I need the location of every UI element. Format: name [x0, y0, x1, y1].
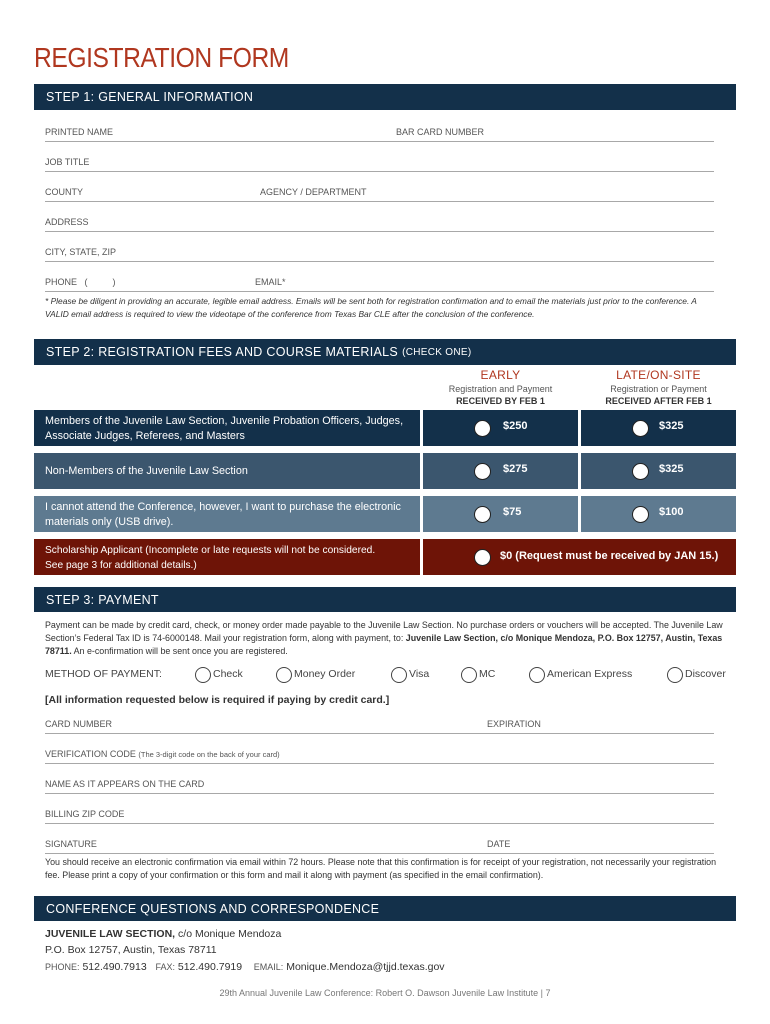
fee-late-materials[interactable] — [581, 496, 736, 532]
radio-visa[interactable] — [391, 667, 407, 683]
signature-field[interactable] — [45, 838, 714, 854]
email-label-text: EMAIL: — [253, 962, 284, 972]
billing-zip-label: BILLING ZIP CODE — [45, 809, 125, 819]
fee-row-nonmembers: Non-Members of the Juvenile Law Section — [34, 453, 420, 489]
contact-email[interactable]: Monique.Mendoza@tjjd.texas.gov — [286, 961, 445, 973]
payment-para-2: An e-confirmation will be sent once you are registered. — [73, 646, 288, 656]
confirmation-note: You should receive an electronic confirmation via email within 72 hours. Please note that this confirmation is for receipt of your registration, not necessarily your registration fee. Please print a copy of your confirmation or this form and mail it along with payment (as specified in the email confirmation). — [45, 857, 717, 880]
fee-row-members: Members of the Juvenile Law Section, Juvenile Probation Officers, Judges, Associate Judges, Referees, and Masters — [34, 410, 420, 446]
name-on-card-field[interactable] — [45, 778, 714, 794]
radio-early-members[interactable] — [474, 420, 491, 437]
fee-early-nonmembers-amount: $275 — [503, 463, 528, 475]
step2-header — [34, 339, 736, 365]
fee-early-members-amount: $250 — [503, 420, 528, 432]
fee-late-members-amount: $325 — [659, 420, 684, 432]
method-mc-label[interactable]: MC — [479, 668, 496, 680]
address-label: ADDRESS — [45, 217, 89, 227]
step1-header-text: STEP 1: GENERAL INFORMATION — [46, 90, 254, 104]
fee-early-nonmembers[interactable] — [423, 453, 578, 489]
method-visa-label[interactable]: Visa — [409, 668, 430, 680]
phone-label-text: PHONE: — [45, 962, 80, 972]
verification-code-field[interactable] — [45, 748, 714, 764]
verification-label-hint: (The 3-digit code on the back of your card) — [138, 750, 280, 759]
job-title-field[interactable] — [45, 156, 714, 172]
late-sub: Registration or Payment — [610, 384, 707, 394]
fax-label-text: FAX: — [155, 962, 175, 972]
phone-label: PHONE ( ) — [45, 277, 116, 287]
radio-late-members[interactable] — [632, 420, 649, 437]
fee-scholarship-amount: $0 (Request must be received by JAN 15.) — [500, 550, 719, 562]
verification-label-text: VERIFICATION CODE — [45, 749, 136, 759]
radio-mc[interactable] — [461, 667, 477, 683]
radio-money-order[interactable] — [276, 667, 292, 683]
fee-early-materials[interactable] — [423, 496, 578, 532]
radio-early-materials[interactable] — [474, 506, 491, 523]
agency-label: AGENCY / DEPARTMENT — [260, 187, 367, 197]
fee-row-scholarship — [34, 539, 420, 575]
printed-name-field[interactable] — [45, 126, 714, 142]
payment-mail-address: Juvenile Law Section, c/o Monique Mendoza, P.O. Box 12757, Austin, Texas 78711. — [45, 633, 723, 656]
method-discover-label[interactable]: Discover — [685, 668, 726, 680]
page-footer: 29th Annual Juvenile Law Conference: Robert O. Dawson Juvenile Law Institute | 7 — [219, 988, 551, 998]
contact-phone[interactable]: 512.490.7913 — [82, 961, 147, 973]
radio-scholarship[interactable] — [474, 549, 491, 566]
step2-header-small: (CHECK ONE) — [402, 346, 472, 358]
contact-phone-line — [45, 961, 445, 973]
fee-early-materials-amount: $75 — [503, 506, 522, 518]
radio-early-nonmembers[interactable] — [474, 463, 491, 480]
credit-card-required-note: [All information requested below is required if paying by credit card.] — [45, 694, 390, 706]
radio-american-express[interactable] — [529, 667, 545, 683]
radio-check[interactable] — [195, 667, 211, 683]
radio-late-materials[interactable] — [632, 506, 649, 523]
step2-header-text: STEP 2: REGISTRATION FEES AND COURSE MATERIALS — [46, 345, 399, 359]
address-field[interactable] — [45, 216, 714, 232]
method-amex-label[interactable]: American Express — [547, 668, 633, 680]
payment-instructions — [45, 619, 725, 658]
method-label: METHOD OF PAYMENT: — [45, 668, 162, 680]
contact-header-text: CONFERENCE QUESTIONS AND CORRESPONDENCE — [46, 901, 380, 916]
contact-org-name: JUVENILE LAW SECTION, — [45, 928, 176, 940]
job-title-label: JOB TITLE — [45, 157, 90, 167]
step3-header-text: STEP 3: PAYMENT — [46, 592, 159, 607]
method-money-order-label[interactable]: Money Order — [294, 668, 356, 680]
card-number-label: CARD NUMBER — [45, 719, 113, 729]
name-on-card-label: NAME AS IT APPEARS ON THE CARD — [45, 779, 205, 789]
step3-header — [34, 587, 736, 612]
printed-name-label: PRINTED NAME — [45, 127, 114, 137]
contact-org — [45, 928, 281, 940]
late-deadline: RECEIVED AFTER FEB 1 — [605, 396, 712, 406]
fee-late-nonmembers[interactable] — [581, 453, 736, 489]
date-label: DATE — [487, 839, 511, 849]
early-column-header — [423, 368, 578, 406]
fee-late-nonmembers-amount: $325 — [659, 463, 684, 475]
contact-header — [34, 896, 736, 921]
email-note: * Please be diligent in providing an accurate, legible email address. Emails will be sent both for registration confirmation and to email the materials just prior to the conference. A VALID email address is required to view the videotape of the conference from Texas Bar CLE after the conclusion of the conference. — [45, 296, 697, 319]
contact-address: P.O. Box 12757, Austin, Texas 78711 — [45, 944, 217, 956]
radio-discover[interactable] — [667, 667, 683, 683]
city-state-zip-field[interactable] — [45, 246, 714, 262]
email-label: EMAIL* — [255, 277, 286, 287]
method-check-label[interactable]: Check — [213, 668, 243, 680]
early-title: EARLY — [480, 368, 521, 382]
card-number-field[interactable] — [45, 718, 714, 734]
bar-card-label: BAR CARD NUMBER — [396, 127, 485, 137]
expiration-label: EXPIRATION — [487, 719, 541, 729]
signature-label: SIGNATURE — [45, 839, 97, 849]
contact-fax: 512.490.7919 — [177, 961, 243, 973]
late-column-header — [581, 368, 736, 406]
county-field[interactable] — [45, 186, 714, 202]
early-deadline: RECEIVED BY FEB 1 — [456, 396, 545, 406]
billing-zip-field[interactable] — [45, 808, 714, 824]
fee-late-members[interactable] — [581, 410, 736, 446]
early-sub: Registration and Payment — [448, 384, 553, 394]
verification-label — [45, 749, 280, 759]
fee-late-materials-amount: $100 — [659, 506, 684, 518]
page-title: REGISTRATION FORM — [34, 42, 289, 73]
fee-scholarship[interactable] — [423, 539, 736, 575]
step1-header — [34, 84, 736, 110]
contact-org-rest: c/o Monique Mendoza — [175, 928, 282, 940]
late-title: LATE/ON-SITE — [616, 368, 701, 382]
payment-para-1: Payment can be made by credit card, check, or money order made payable to the Juvenile Law Section. No purchase orders or vouchers will be accepted. The Juvenile Law Section’s Federal Tax ID is 74-6000148. Mail your registration form, along with payment, to: — [45, 620, 723, 643]
scholarship-line-2: See page 3 for additional details.) — [45, 560, 197, 571]
radio-late-nonmembers[interactable] — [632, 463, 649, 480]
county-label: COUNTY — [45, 187, 83, 197]
city-state-zip-label: CITY, STATE, ZIP — [45, 247, 117, 257]
phone-email-field[interactable] — [45, 276, 714, 292]
fee-row-materials: I cannot attend the Conference, however, I want to purchase the electronic materials only (USB drive). — [34, 496, 420, 532]
scholarship-line-1: Scholarship Applicant (Incomplete or late requests will not be considered. — [45, 545, 376, 556]
fee-early-members[interactable] — [423, 410, 578, 446]
